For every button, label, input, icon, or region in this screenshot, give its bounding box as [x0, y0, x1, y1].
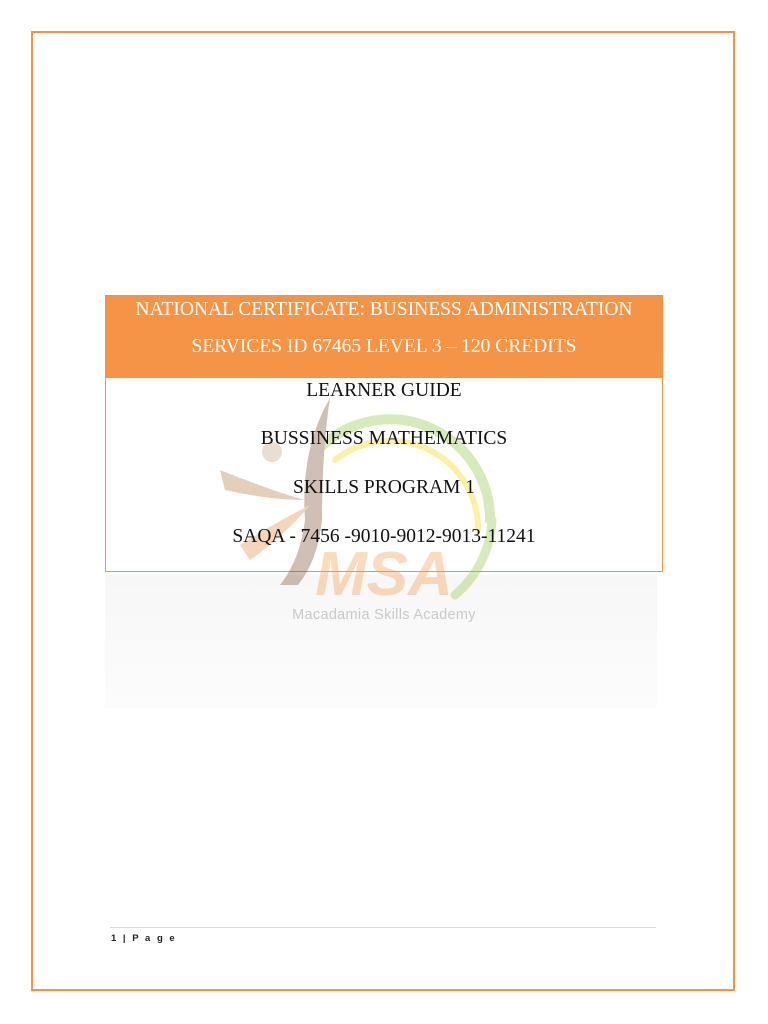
header-line-1: NATIONAL CERTIFICATE: BUSINESS ADMINISTRATION — [135, 299, 633, 320]
subject-title: BUSSINESS MATHEMATICS — [260, 428, 508, 449]
footer-rule — [110, 927, 656, 928]
page-number: 1 | P a g e — [111, 933, 177, 944]
logo-letters: MSA — [315, 540, 453, 609]
learner-guide-text: LEARNER GUIDE — [306, 380, 462, 401]
saqa-text: SAQA - 7456 -9010-9012-9013-11241 — [232, 526, 536, 547]
title-header — [106, 296, 662, 378]
header-line-2: SERVICES ID 67465 LEVEL 3 – 120 CREDITS — [191, 336, 577, 357]
logo-shadow — [105, 575, 657, 708]
logo-caption: Macadamia Skills Academy — [292, 607, 476, 623]
skills-program-text: SKILLS PROGRAM 1 — [292, 477, 476, 498]
